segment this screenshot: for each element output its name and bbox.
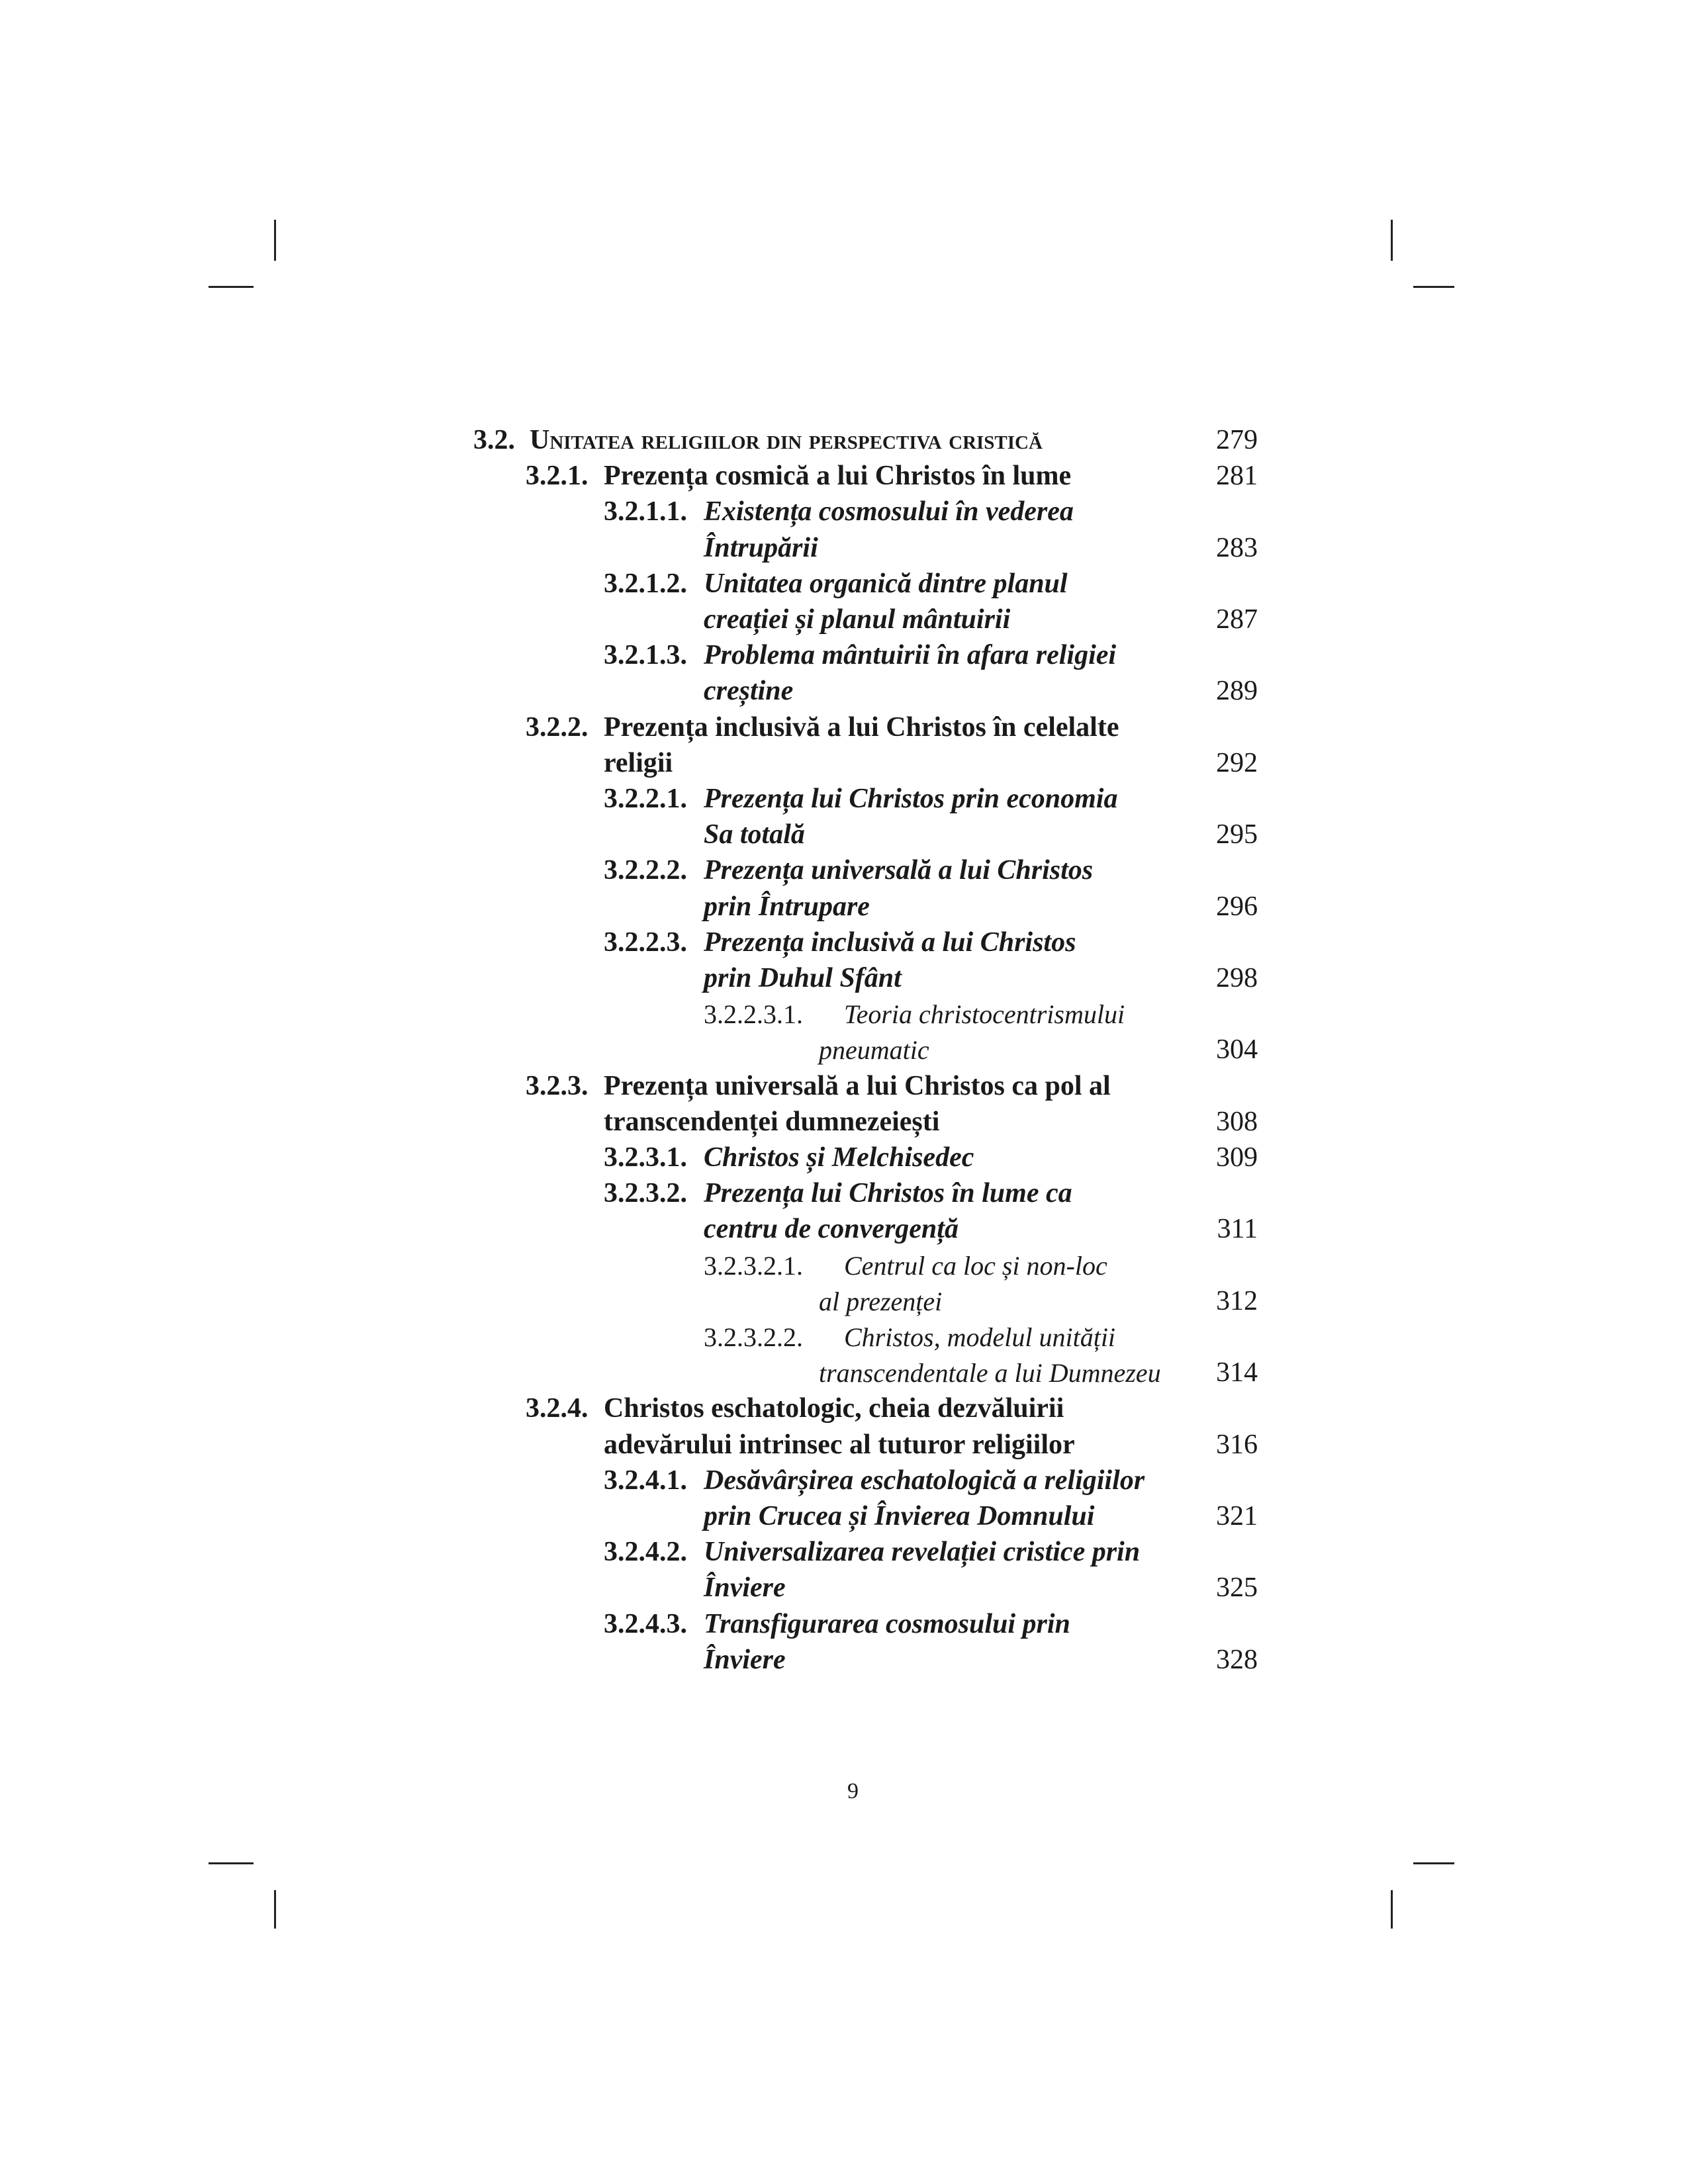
toc-entry [0, 854, 1688, 889]
toc-entry-number: 3.2.3. [526, 1070, 588, 1101]
toc-entry-page: 281 [1216, 461, 1258, 492]
toc-entry-title: Universalizarea revelației cristice prin [704, 1537, 1141, 1568]
toc-entry-page: 328 [1216, 1644, 1258, 1675]
toc-entry-page: 314 [1216, 1357, 1258, 1388]
toc-entry [0, 926, 1688, 962]
toc-entry-title: Teoria christocentrismului [844, 999, 1125, 1030]
toc-entry-page: 292 [1216, 747, 1258, 778]
toc-entry-title: Prezența inclusivă a lui Christos [704, 927, 1076, 958]
toc-entry-continuation [0, 818, 1688, 854]
toc-entry-continuation [0, 1356, 1688, 1392]
toc-entry-number: 3.2.1. [526, 461, 588, 492]
toc-entry-title: Întrupării [704, 532, 818, 563]
toc-entry-title: pneumatic [819, 1035, 929, 1066]
toc-entry-page: 321 [1216, 1501, 1258, 1531]
toc-entry-page: 295 [1216, 819, 1258, 850]
toc-entry [0, 1608, 1688, 1643]
toc-entry-title: Prezența lui Christos în lume ca [704, 1178, 1072, 1209]
toc-entry [0, 639, 1688, 674]
toc-entry [0, 567, 1688, 603]
toc-entry-continuation [0, 747, 1688, 782]
toc-entry-title: Înviere [704, 1644, 786, 1675]
crop-mark-top-right-vertical [1391, 220, 1393, 261]
toc-entry-title: Prezența lui Christos prin economia [704, 784, 1118, 814]
toc-entry-number: 3.2.4.1. [604, 1465, 687, 1496]
toc-entry-continuation [0, 1643, 1688, 1679]
toc-entry-continuation [0, 531, 1688, 567]
toc-entry-number: 3.2.4.2. [604, 1537, 687, 1568]
toc-entry-continuation [0, 890, 1688, 926]
toc-entry [0, 782, 1688, 818]
crop-mark-top-right-horizontal [1413, 286, 1454, 288]
toc-entry-title: Unitatea organică dintre planul [704, 568, 1068, 599]
toc-entry-title: Înviere [704, 1572, 786, 1604]
toc-entry-continuation [0, 603, 1688, 639]
toc-entry-title: Sa totală [704, 819, 805, 850]
crop-mark-bottom-left-vertical [274, 1890, 276, 1929]
crop-mark-top-left-horizontal [209, 286, 254, 288]
toc-entry-page: 311 [1217, 1214, 1258, 1245]
toc-entry-number: 3.2.3.1. [604, 1142, 687, 1173]
toc-entry-title: prin Duhul Sfânt [704, 963, 902, 993]
toc-entry-title: creației și planul mântuirii [704, 604, 1011, 635]
toc-entry-title: al prezenței [819, 1286, 943, 1316]
toc-entry-title: Prezența universală a lui Christos ca pol al [604, 1070, 1111, 1101]
toc-entry [0, 1069, 1688, 1105]
toc-entry-continuation [0, 1033, 1688, 1069]
toc-entry-title: Christos, modelul unității [844, 1322, 1116, 1352]
toc-entry-number: 3.2.4.3. [604, 1608, 687, 1639]
toc-entry-page: 289 [1216, 676, 1258, 707]
crop-mark-top-left-vertical [274, 220, 276, 261]
toc-entry-number: 3.2.3.2. [604, 1178, 687, 1209]
toc-entry-title: prin Întrupare [704, 891, 870, 922]
toc-entry-continuation [0, 962, 1688, 997]
toc-entry-title: adevărului intrinsec al tuturor religiilor [604, 1429, 1075, 1460]
toc-entry-title: Unitatea religiilor din perspectiva cristică [530, 425, 1043, 455]
toc-entry-continuation [0, 1428, 1688, 1464]
toc-entry-number: 3.2.1.1. [604, 496, 687, 527]
toc-entry [0, 1177, 1688, 1212]
toc-entry-continuation [0, 1285, 1688, 1320]
toc-entry-page: 316 [1216, 1429, 1258, 1460]
toc-entry [0, 1141, 1688, 1177]
toc-entry-number: 3.2. [473, 425, 515, 455]
toc-entry-number: 3.2.3.2.2. [704, 1322, 803, 1352]
toc-entry [0, 424, 1688, 459]
toc-entry-title: Christos eschatologic, cheia dezvăluirii [604, 1393, 1064, 1424]
crop-mark-bottom-right-horizontal [1413, 1862, 1454, 1864]
toc-entry [0, 1392, 1688, 1428]
toc-entry-title: Transfigurarea cosmosului prin [704, 1608, 1070, 1639]
toc-entry-title: Problema mântuirii în afara religiei [704, 640, 1117, 671]
toc-entry-continuation [0, 1105, 1688, 1141]
toc-entry-title: prin Crucea și Învierea Domnului [704, 1501, 1095, 1531]
toc-entry [0, 1249, 1688, 1285]
toc-entry-page: 304 [1216, 1034, 1258, 1066]
toc-entry-title: Prezența inclusivă a lui Christos în celelalte [604, 711, 1119, 743]
toc-entry [0, 1320, 1688, 1356]
toc-entry-page: 283 [1216, 532, 1258, 563]
toc-entry-continuation [0, 1212, 1688, 1248]
crop-mark-bottom-right-vertical [1391, 1890, 1393, 1929]
toc-entry-page: 312 [1216, 1285, 1258, 1316]
toc-entry [0, 1535, 1688, 1571]
toc-entry-number: 3.2.1.3. [604, 640, 687, 671]
toc-entry-title: Desăvârșirea eschatologică a religiilor [704, 1465, 1145, 1496]
toc-entry-number: 3.2.3.2.1. [704, 1250, 803, 1281]
toc-entry-title: Prezența cosmică a lui Christos în lume [604, 461, 1072, 492]
toc-entry-title: Existența cosmosului în vederea [704, 496, 1074, 527]
toc-entry-page: 279 [1216, 425, 1258, 455]
toc-entry-title: Centrul ca loc și non-loc [844, 1250, 1107, 1281]
toc-entry-number: 3.2.2.2. [604, 855, 687, 886]
toc-entry-page: 287 [1216, 604, 1258, 635]
toc-entry-title: Prezența universală a lui Christos [704, 855, 1094, 886]
toc-entry-page: 325 [1216, 1572, 1258, 1604]
toc-entry-title: transcendentale a lui Dumnezeu [819, 1358, 1161, 1388]
page-number: 9 [847, 1779, 859, 1803]
toc-entry-number: 3.2.2. [526, 711, 588, 743]
toc-entry-page: 296 [1216, 891, 1258, 922]
toc-entry-continuation [0, 1500, 1688, 1535]
toc-entry-title: transcendenței dumnezeiești [604, 1106, 940, 1137]
toc-entry-continuation [0, 1571, 1688, 1607]
toc-entry-number: 3.2.2.1. [604, 784, 687, 814]
toc-entry [0, 495, 1688, 531]
toc-entry-number: 3.2.2.3.1. [704, 999, 803, 1030]
toc-entry-page: 298 [1216, 963, 1258, 993]
toc-entry-title: Christos și Melchisedec [704, 1142, 974, 1173]
toc-entry-title: religii [604, 747, 673, 778]
toc-entry-continuation [0, 674, 1688, 710]
toc-entry [0, 459, 1688, 495]
toc-entry-title: centru de convergență [704, 1214, 959, 1245]
toc-entry-title: creștine [704, 676, 794, 707]
toc-entry-number: 3.2.1.2. [604, 568, 687, 599]
toc-entry [0, 997, 1688, 1033]
toc-entry [0, 1464, 1688, 1500]
crop-mark-bottom-left-horizontal [209, 1862, 254, 1864]
toc-entry-number: 3.2.4. [526, 1393, 588, 1424]
toc-entry-page: 309 [1216, 1142, 1258, 1173]
toc-entry-page: 308 [1216, 1106, 1258, 1137]
toc-entry-number: 3.2.2.3. [604, 927, 687, 958]
toc-entry [0, 711, 1688, 747]
